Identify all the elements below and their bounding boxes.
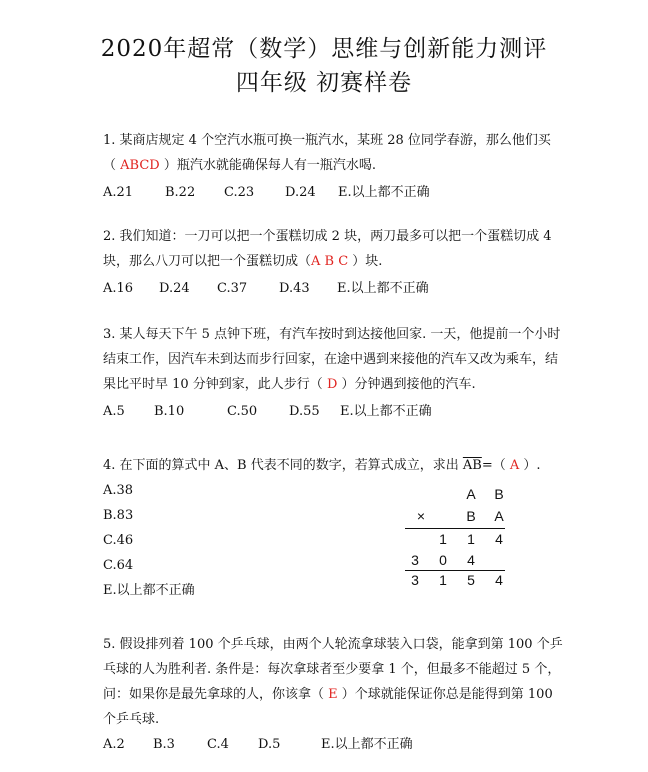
question-5	[103, 632, 563, 757]
question-4-mid: =（	[481, 458, 510, 473]
question-2-line-1: 2. 我们知道：一刀可以把一个蛋糕切成 2 块，两刀最多可以把一个蛋糕切成 4	[103, 229, 552, 244]
multiply-sign: ×	[416, 508, 426, 524]
question-5-line-3	[103, 682, 563, 707]
mult-digit: 1	[467, 531, 475, 547]
question-2-suffix: ）块.	[348, 254, 383, 269]
mult-digit: B	[466, 508, 476, 524]
question-4-option-b: B.83	[103, 508, 134, 523]
mult-digit: 1	[439, 572, 447, 588]
question-1-option-b: B.22	[165, 185, 196, 200]
question-2-prefix: 块，那么八刀可以把一个蛋糕切成（	[103, 254, 312, 269]
question-5-line-2: 乓球的人为胜利者. 条件是：每次拿球者至少要拿 1 个，但最多不能超过 5 个，	[103, 662, 561, 677]
question-2-options	[103, 276, 543, 301]
question-2-option-b: D.24	[159, 281, 190, 296]
question-2-answer: A B C	[311, 254, 349, 269]
question-5-line-1: 5. 假设排列着 100 个乒乓球，由两个人轮流拿球装入口袋，能拿到第 100 个乒	[103, 637, 563, 652]
question-3-option-d: D.55	[289, 404, 320, 419]
mult-digit: A	[466, 486, 476, 502]
question-4-answer: A	[509, 458, 520, 473]
question-1-answer: ABCD	[120, 158, 160, 173]
mult-row-multiplicand	[405, 486, 515, 506]
question-5-options	[103, 732, 543, 757]
mult-digit: A	[494, 508, 504, 524]
mult-digit: 0	[439, 552, 447, 568]
mult-digit: 1	[439, 531, 447, 547]
mult-row-result	[405, 572, 515, 592]
question-3-option-c: C.50	[227, 404, 258, 419]
mult-digit: 4	[495, 531, 503, 547]
mult-digit: 4	[467, 552, 475, 568]
question-2-option-e: E.以上都不正确	[337, 281, 429, 296]
title-line-2: 四年级 初赛样卷	[235, 70, 413, 96]
question-1-line-1: 1. 某商店规定 4 个空汽水瓶可换一瓶汽水，某班 28 位同学春游，那么他们买	[103, 133, 551, 148]
question-1-line-2	[103, 153, 551, 178]
question-1-options	[103, 180, 543, 205]
question-3-line-3	[103, 372, 560, 397]
question-3-suffix: ）分钟遇到接他的汽车.	[337, 377, 476, 392]
question-4-option-e: E.以上都不正确	[103, 583, 195, 598]
question-5-option-a: A.2	[103, 737, 125, 752]
question-1-suffix: ）瓶汽水就能确保每人有一瓶汽水喝.	[159, 158, 376, 173]
question-4-prefix: 4. 在下面的算式中 A、B 代表不同的数字，若算式成立，求出	[103, 458, 463, 473]
question-4-suffix: ）.	[519, 458, 541, 473]
mult-digit: 5	[467, 572, 475, 588]
question-3-option-b: B.10	[154, 404, 185, 419]
question-4-option-a: A.38	[103, 483, 134, 498]
mult-row-partial-1	[405, 531, 515, 551]
question-2-option-a: A.16	[103, 281, 134, 296]
question-1-option-e: E.以上都不正确	[338, 185, 430, 200]
question-1-prefix: （	[103, 158, 121, 173]
question-4-overline-ab: $\overline{AB}$	[462, 458, 482, 473]
question-5-option-b: B.3	[153, 737, 175, 752]
question-3-line-2: 结束工作，因汽车未到达而步行回家，在途中遇到来接他的汽车又改为乘车，结	[103, 352, 559, 367]
question-5-line-4: 个乒乓球.	[103, 712, 160, 727]
question-3-answer: D	[326, 377, 338, 392]
question-2-line-2	[103, 249, 551, 274]
mult-row-partial-2	[405, 552, 515, 572]
question-1-option-a: A.21	[103, 185, 134, 200]
title-line-1: 2020年超常（数学）思维与创新能力测评	[100, 36, 548, 62]
question-1-option-d: D.24	[285, 185, 316, 200]
question-3-prefix: 果比平时早 10 分钟到家，此人步行（	[103, 377, 327, 392]
question-4-option-c: C.46	[103, 533, 134, 548]
question-3	[103, 322, 560, 424]
mult-digit: 3	[411, 572, 419, 588]
mult-rule-2	[405, 570, 505, 571]
question-5-suffix: ）个球就能保证你总是能得到第 100	[337, 687, 553, 702]
question-1	[103, 128, 551, 205]
mult-digit: 4	[495, 572, 503, 588]
question-5-option-c: C.4	[207, 737, 229, 752]
question-2-option-d: D.43	[279, 281, 310, 296]
mult-digit: 3	[411, 552, 419, 568]
question-4-option-d: C.64	[103, 558, 134, 573]
question-5-prefix: 问：如果你是最先拿球的人，你该拿（	[103, 687, 329, 702]
question-3-option-a: A.5	[103, 404, 125, 419]
multiplication-diagram	[405, 486, 515, 586]
mult-row-multiplier	[405, 508, 515, 528]
mult-rule-1	[405, 528, 505, 529]
question-1-option-c: C.23	[224, 185, 255, 200]
question-5-answer: E	[328, 687, 338, 702]
question-5-option-e: E.以上都不正确	[321, 737, 413, 752]
question-3-options	[103, 399, 543, 424]
question-3-line-1: 3. 某人每天下午 5 点钟下班，有汽车按时到达接他回家. 一天，他提前一个小时	[103, 327, 561, 342]
question-2-option-c: C.37	[217, 281, 248, 296]
mult-digit: B	[494, 486, 504, 502]
question-5-option-d: D.5	[258, 737, 281, 752]
question-3-option-e: E.以上都不正确	[340, 404, 432, 419]
question-2	[103, 224, 551, 301]
question-4-line-1	[103, 453, 541, 478]
